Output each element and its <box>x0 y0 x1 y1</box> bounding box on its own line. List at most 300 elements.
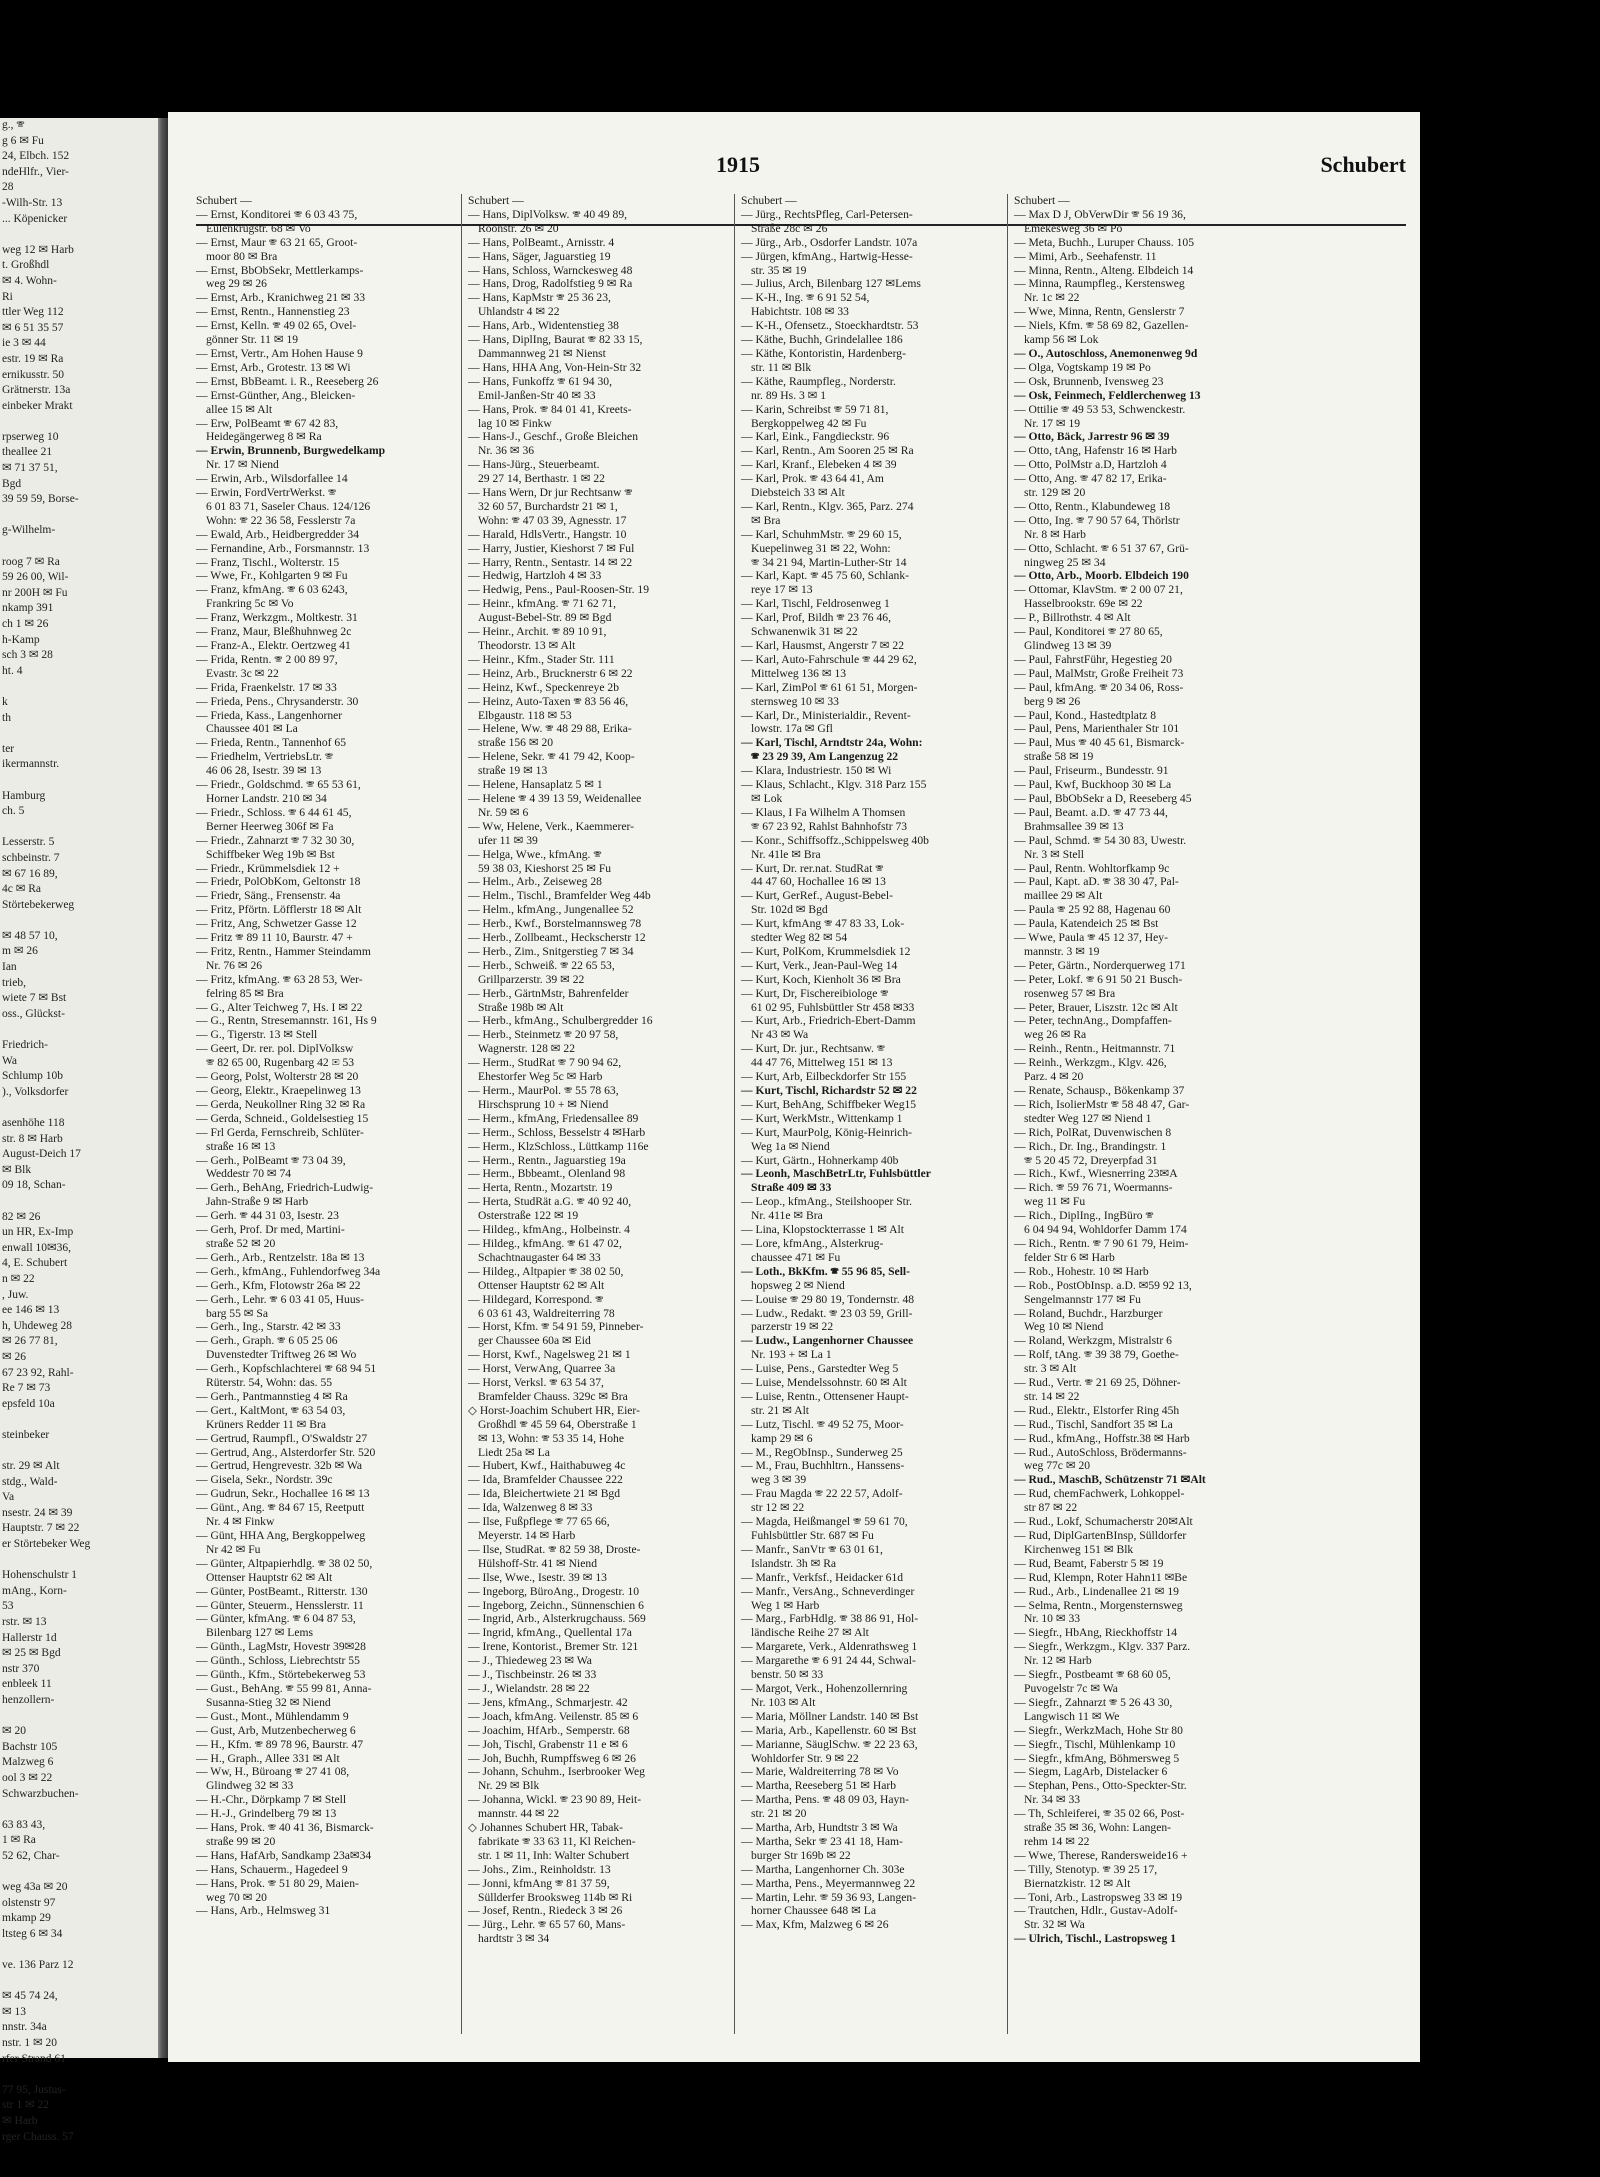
directory-entry: Puvogelstr 7c ✉ Wa <box>1024 1681 1118 1695</box>
directory-entry: nr. 89 Hs. 3 ✉ 1 <box>751 388 827 402</box>
directory-entry: — Siegfr., Werkzgm., Klgv. 337 Parz. <box>1014 1640 1191 1654</box>
column-heading: Schubert — <box>468 194 524 207</box>
directory-entry: — Hans-Jürg., Steuerbeamt. <box>468 458 600 472</box>
directory-entry: — Karl, Kranf., Elebeken 4 ✉ 39 <box>741 458 897 472</box>
directory-entry: — J., Tischbeinstr. 26 ✉ 33 <box>468 1668 597 1682</box>
fragment-line: August-Deich 17 <box>2 1148 81 1161</box>
directory-entry: — Günt., Ang. 🕾 84 67 15, Reetputt <box>196 1501 365 1515</box>
fragment-line: ✉ 45 74 24, <box>2 1990 58 2003</box>
fragment-line: henzollern- <box>2 1693 55 1706</box>
directory-entry: Osterstraße 122 ✉ 19 <box>478 1209 579 1223</box>
directory-entry: — Rud., Elektr., Elstorfer Ring 45h <box>1014 1403 1180 1417</box>
directory-entry: — Gudrun, Sekr., Hochallee 16 ✉ 13 <box>196 1487 370 1501</box>
directory-entry: — Helene 🕾 4 39 13 59, Weidenallee <box>468 791 642 805</box>
fragment-line: Hohenschulstr 1 <box>2 1569 78 1582</box>
directory-entry: str. 21 ✉ Alt <box>751 1403 810 1417</box>
directory-entry: Nr. 4 ✉ Finkw <box>206 1515 275 1529</box>
directory-entry: — Manfr., Verkfsf., Heidacker 61d <box>741 1570 904 1584</box>
directory-entry: straße 16 ✉ 13 <box>206 1139 276 1153</box>
directory-entry: — Herb., Schweiß. 🕾 22 65 53, <box>468 958 615 972</box>
directory-entry: — Hans, Prok. 🕾 40 41 36, Bismarck- <box>196 1821 374 1835</box>
fragment-line: Ri <box>2 290 13 303</box>
directory-entry: — Luise, Rentn., Ottensener Haupt- <box>741 1389 909 1403</box>
directory-entry: 6 01 83 71, Saseler Chaus. 124/126 <box>206 499 371 513</box>
directory-entry: — Paula, Katendeich 25 ✉ Bst <box>1014 917 1159 931</box>
directory-entry: — Rud., MaschB, Schützenstr 71 ✉Alt <box>1014 1473 1206 1487</box>
directory-entry: — Siegfr., WerkzMach, Hohe Str 80 <box>1014 1723 1183 1737</box>
directory-entry: — Helm., Arb., Zeiseweg 28 <box>468 875 602 889</box>
fragment-line: g-Wilhelm- <box>2 524 56 537</box>
directory-entry: weg 70 ✉ 20 <box>206 1890 267 1904</box>
fragment-line: str. 8 ✉ Harb <box>2 1132 63 1145</box>
directory-entry: — Günt, HHA Ang, Bergkoppelweg <box>196 1529 366 1542</box>
fragment-line: ltsteg 6 ✉ 34 <box>2 1927 63 1940</box>
fragment-line: ee 146 ✉ 13 <box>2 1304 60 1317</box>
directory-entry: — Margot, Verk., Hohenzollernring <box>741 1681 908 1695</box>
directory-entry: Duvenstedter Triftweg 26 ✉ Wo <box>206 1348 357 1362</box>
fragment-line: g 6 ✉ Fu <box>2 134 44 147</box>
directory-entry: mannstr. 3 ✉ 19 <box>1024 944 1100 958</box>
directory-entry: — Peter, technAng., Dompfaffen- <box>1014 1014 1172 1028</box>
directory-entry: — Frieda, Pens., Chrysanderstr. 30 <box>196 694 359 708</box>
directory-entry: — Herm., Schloss, Besselstr 4 ✉Harb <box>468 1125 646 1139</box>
fragment-line: schbeinstr. 7 <box>2 851 60 864</box>
directory-entry: Straße 198b ✉ Alt <box>478 1000 564 1014</box>
directory-entry: Nr. 103 ✉ Alt <box>751 1695 816 1709</box>
fragment-line: k <box>2 695 8 708</box>
directory-entry: 🕾 34 21 94, Martin-Luther-Str 14 <box>751 555 907 569</box>
directory-entry: Glindweg 13 ✉ 39 <box>1024 639 1112 652</box>
directory-entry: — Rud, DiplGartenBInsp, Sülldorfer <box>1014 1529 1187 1542</box>
directory-entry: — Minna, Rentn., Alteng. Elbdeich 14 <box>1014 263 1194 277</box>
directory-entry: — Martha, Arb, Hundtstr 3 ✉ Wa <box>741 1821 898 1835</box>
fragment-line: m ✉ 26 <box>2 945 38 958</box>
directory-entry: Nr 43 ✉ Wa <box>751 1028 809 1042</box>
directory-entry: — Harald, HdlsVertr., Hangstr. 10 <box>468 527 627 541</box>
directory-entry: — O., Autoschloss, Anemonenweg 9d <box>1014 346 1198 360</box>
directory-entry: — Fritz 🕾 89 11 10, Baurstr. 47 + <box>196 931 353 945</box>
directory-entry: str. 129 ✉ 20 <box>1024 486 1086 500</box>
directory-entry: — Friedr., Goldschmd. 🕾 65 53 61, <box>196 778 361 792</box>
directory-entry: — Karl, Dr., Ministerialdir., Revent- <box>741 708 911 722</box>
directory-entry: Kuepelinweg 31 ✉ 22, Wohn: <box>751 541 891 555</box>
fragment-line: ✉ 20 <box>2 1725 27 1738</box>
directory-entry: — Günth., Kfm., Störtebekerweg 53 <box>196 1668 366 1682</box>
directory-entry: moor 80 ✉ Bra <box>206 249 278 263</box>
fragment-line: oss., Glückst- <box>2 1007 65 1020</box>
directory-entry: Str. 32 ✉ Wa <box>1024 1918 1085 1932</box>
directory-entry: 6 03 61 43, Waldreiterring 78 <box>478 1306 615 1320</box>
directory-entry: — Peter, Lokf. 🕾 6 91 50 21 Busch- <box>1014 972 1183 986</box>
directory-entry: rehm 14 ✉ 22 <box>1024 1834 1090 1848</box>
directory-entry: — J., Thiedeweg 23 ✉ Wa <box>468 1654 592 1668</box>
directory-entry: Rüterstr. 54, Wohn: das. 55 <box>206 1376 333 1390</box>
directory-entry: — Hedwig, Pens., Paul-Roosen-Str. 19 <box>468 583 649 597</box>
directory-entry: — Minna, Raumpfleg., Kerstensweg <box>1014 277 1185 291</box>
column-divider <box>1007 194 1008 2034</box>
directory-entry: 59 38 03, Kieshorst 25 ✉ Fu <box>478 861 612 875</box>
directory-entry: — Otto, Schlacht. 🕾 6 51 37 67, Grü- <box>1014 541 1189 555</box>
directory-entry: — Gerh., BehAng, Friedrich-Ludwig- <box>196 1181 374 1195</box>
directory-entry: — Heinr., kfmAng. 🕾 71 62 71, <box>468 597 617 611</box>
directory-entry: str 12 ✉ 22 <box>751 1501 805 1515</box>
fragment-line <box>0 820 158 836</box>
fragment-line: asenhöhe 118 <box>2 1117 65 1129</box>
directory-entry: Brahmsallee 39 ✉ 13 <box>1024 819 1124 833</box>
directory-entry: Nr. 3 ✉ Stell <box>1024 847 1084 861</box>
directory-entry: — Gerda, Schneid., Goldelsestieg 15 <box>196 1111 369 1125</box>
fragment-line: olstenstr 97 <box>2 1896 56 1909</box>
directory-entry: Horner Landstr. 210 ✉ 34 <box>206 791 327 805</box>
fragment-line: Bachstr 105 <box>2 1740 58 1753</box>
directory-entry: — Rud., AutoSchloss, Brödermanns- <box>1014 1445 1187 1459</box>
fragment-line <box>0 1865 158 1881</box>
directory-entry: — Tilly, Stenotyp. 🕾 39 25 17, <box>1014 1862 1158 1876</box>
directory-entry: ger Chaussee 60a ✉ Eid <box>478 1334 591 1348</box>
directory-entry: Nr. 59 ✉ 6 <box>478 805 529 819</box>
directory-entry: lag 10 ✉ Finkw <box>478 416 552 430</box>
directory-entry: — Ww, Helene, Verk., Kaemmerer- <box>468 819 634 833</box>
directory-entry: — Kurt, MaurPolg, König-Heinrich- <box>741 1125 912 1139</box>
fragment-line: 77 95, Justus- <box>2 2083 66 2096</box>
fragment-line: Hamburg <box>2 789 46 802</box>
directory-entry: — K-H., Ofensetz., Stoeckhardtstr. 53 <box>741 319 919 333</box>
directory-entry: Nr. 1c ✉ 22 <box>1024 291 1080 305</box>
fragment-line: 53 <box>2 1600 14 1613</box>
directory-entry: — Frieda, Kass., Langenhorner <box>196 708 343 722</box>
directory-entry: — Kurt, Dr. rer.nat. StudRat 🕾 <box>741 861 884 875</box>
directory-entry: weg 11 ✉ Fu <box>1024 1195 1086 1209</box>
directory-entry: — Paul, Beamt. a.D. 🕾 47 73 44, <box>1014 805 1168 819</box>
directory-entry: — Marg., FarbHdlg. 🕾 38 86 91, Hol- <box>741 1612 919 1626</box>
directory-entry: — Ernst, Vertr., Am Hohen Hause 9 <box>196 346 363 360</box>
fragment-line: ✉ 6 51 35 57 <box>2 321 64 334</box>
directory-entry: Kirchenweg 151 ✉ Blk <box>1024 1542 1134 1556</box>
directory-entry: — Karl, Tischl, Feldrosenweg 1 <box>741 597 890 611</box>
directory-entry: reye 17 ✉ 13 <box>751 583 813 597</box>
directory-entry: straße 19 ✉ 13 <box>478 764 548 778</box>
directory-entry: str. 3 ✉ Alt <box>1024 1362 1077 1376</box>
directory-entry: — Karl, Prok. 🕾 43 64 41, Am <box>741 472 884 486</box>
directory-entry: weg 77c ✉ 20 <box>1024 1459 1091 1473</box>
directory-entry: Nr. 17 ✉ 19 <box>1024 416 1081 430</box>
directory-entry: — Heinz, Kwf., Speckenreye 2b <box>468 680 619 694</box>
directory-entry: — Siegfr., Postbeamt 🕾 68 60 05, <box>1014 1668 1171 1682</box>
directory-entry: — Jürgen, kfmAng., Hartwig-Hesse- <box>741 249 913 263</box>
fragment-line: ikermannstr. <box>2 758 60 771</box>
directory-entry: 32 60 57, Burchardstr 21 ✉ 1, <box>478 499 618 513</box>
column-divider <box>461 194 462 2034</box>
directory-entry: — Siegfr., Tischl, Mühlenkamp 10 <box>1014 1737 1176 1751</box>
directory-entry: Schwanenwik 31 ✉ 22 <box>751 625 858 639</box>
directory-entry: Wagnerstr. 128 ✉ 22 <box>478 1042 576 1056</box>
directory-entry: rosenweg 57 ✉ Bra <box>1024 986 1116 1000</box>
fragment-line: sch 3 ✉ 28 <box>2 649 53 662</box>
directory-entry: — Rob., Hohestr. 10 ✉ Harb <box>1014 1264 1149 1278</box>
fragment-line <box>0 726 158 742</box>
directory-entry: — Herb., Zim., Snitgerstieg 7 ✉ 34 <box>468 944 634 958</box>
directory-entry: — Wwe, Minna, Rentn, Genslerstr 7 <box>1014 305 1185 319</box>
fragment-line: un HR, Ex-Imp <box>2 1226 74 1239</box>
fragment-line: ✉ Blk <box>2 1163 32 1176</box>
directory-entry: — Ilse, Wwe., Isestr. 39 ✉ 13 <box>468 1570 607 1584</box>
directory-entry: — Hans, PolBeamt., Arnisstr. 4 <box>468 235 615 249</box>
directory-entry: — Ernst, Arb., Grotestr. 13 ✉ Wi <box>196 360 351 374</box>
directory-entry: — Roland, Werkzgm, Mistralstr 6 <box>1014 1334 1172 1348</box>
column-heading: Schubert — <box>196 194 252 207</box>
directory-entry: — Ludw., Redakt. 🕾 23 03 59, Grill- <box>741 1306 913 1320</box>
fragment-line: Malzweg 6 <box>2 1756 54 1769</box>
fragment-line: h-Kamp <box>2 633 40 646</box>
directory-entry: Elbgaustr. 118 ✉ 53 <box>478 708 572 722</box>
fragment-line: Schlump 10b <box>2 1070 64 1083</box>
directory-entry: ✉ Lok <box>751 791 783 805</box>
fragment-line: ter <box>2 742 15 755</box>
directory-entry: Krüners Redder 11 ✉ Bra <box>206 1417 327 1431</box>
directory-entry: — Georg, Polst, Wolterstr 28 ✉ 20 <box>196 1070 359 1084</box>
directory-entry: — Jonni, kfmAng 🕾 81 37 59, <box>468 1876 610 1890</box>
directory-entry: Bilenbarg 127 ✉ Lems <box>206 1626 314 1640</box>
fragment-line: mAng., Korn- <box>2 1584 67 1597</box>
directory-entry: — Gerh., Graph. 🕾 6 05 25 06 <box>196 1334 338 1348</box>
fragment-line: )., Volksdorfer <box>2 1085 69 1098</box>
directory-entry: — Gisela, Sekr., Nordstr. 39c <box>196 1473 333 1487</box>
fragment-line: ✉ 26 77 81, <box>2 1335 58 1348</box>
directory-entry: — Mimi, Arb., Seehafenstr. 11 <box>1014 249 1157 263</box>
fragment-line: theallee 21 <box>2 446 53 459</box>
directory-entry: — Günter, kfmAng. 🕾 6 04 87 53, <box>196 1612 356 1626</box>
page-header <box>168 152 1420 186</box>
directory-entry: Eulenkrugstr. 68 ✉ Vo <box>206 221 311 235</box>
directory-entry: — Hans, HafArb, Sandkamp 23a✉34 <box>196 1848 372 1862</box>
directory-entry: Heidegängerweg 8 ✉ Ra <box>206 430 322 444</box>
directory-entry: Chaussee 401 ✉ La <box>206 722 298 736</box>
directory-entry: — Otto, Ang. 🕾 47 82 17, Erika- <box>1014 472 1167 486</box>
fragment-line: Lesserstr. 5 <box>2 836 55 849</box>
directory-entry: — Hans, HHA Ang, Von-Hein-Str 32 <box>468 360 642 374</box>
directory-entry: Weddestr 70 ✉ 74 <box>206 1167 292 1181</box>
directory-entry: — Paul, kfmAng. 🕾 20 34 06, Ross- <box>1014 680 1184 694</box>
directory-entry: 🕾 82 65 00, Rugenbarg 42 ✉ 53 <box>206 1056 355 1070</box>
directory-entry: Parz. 4 ✉ 20 <box>1024 1070 1084 1084</box>
directory-entry: — Franz-A., Elektr. Oertzweg 41 <box>196 639 351 652</box>
directory-entry: — Lina, Klopstockterrasse 1 ✉ Alt <box>741 1223 904 1237</box>
directory-entry: — Gerh, Prof. Dr med, Martini- <box>196 1223 345 1237</box>
directory-entry: — Joh, Buchh, Rumpffsweg 6 ✉ 26 <box>468 1751 636 1765</box>
directory-entry: — Kurt, BehAng, Schiffbeker Weg15 <box>741 1097 917 1111</box>
directory-entry: — Karin, Schreibst 🕾 59 71 81, <box>741 402 889 416</box>
directory-entry: — Ulrich, Tischl., Lastropsweg 1 <box>1014 1932 1177 1946</box>
directory-entry: sternsweg 10 ✉ 33 <box>751 694 839 708</box>
directory-entry: — Margarete, Verk., Aldenrathsweg 1 <box>741 1640 918 1654</box>
directory-entry: hardtstr 3 ✉ 34 <box>478 1932 550 1946</box>
directory-entry: — Johs., Zim., Reinholdstr. 13 <box>468 1862 611 1876</box>
fragment-line <box>0 414 158 430</box>
fragment-line: stdg., Wald- <box>2 1475 58 1488</box>
directory-entry: felring 85 ✉ Bra <box>206 986 284 1000</box>
directory-entry: — Johanna, Wickl. 🕾 23 90 89, Heit- <box>468 1793 642 1807</box>
directory-entry: — Gertrud, Raumpfl., O'Swaldstr 27 <box>196 1431 368 1445</box>
directory-entry: 🕾 23 29 39, Am Langenzug 22 <box>751 750 899 764</box>
directory-entry: — M., RegObInsp., Sunderweg 25 <box>741 1445 903 1459</box>
directory-entry: — Helene, Hansaplatz 5 ✉ 1 <box>468 778 603 792</box>
directory-entry: straße 99 ✉ 20 <box>206 1834 276 1848</box>
directory-entry: — Käthe, Raumpfleg., Norderstr. <box>741 374 896 388</box>
directory-entry: — Maria, Arb., Kapellenstr. 60 ✉ Bst <box>741 1723 917 1737</box>
directory-entry: Emil-Janßen-Str 40 ✉ 33 <box>478 388 596 402</box>
directory-entry: — Rich., Dr. Ing., Brandingstr. 1 <box>1014 1139 1167 1153</box>
directory-entry: — Siegfr., HbAng, Rieckhoffstr 14 <box>1014 1626 1178 1640</box>
fragment-line: einbeker Mrakt <box>2 399 73 412</box>
directory-entry: — Herm., kfmAng, Friedensallee 89 <box>468 1111 639 1125</box>
directory-entry: — Geert, Dr. rer. pol. DiplVolksw <box>196 1042 354 1056</box>
directory-entry: — Magda, Heißmangel 🕾 59 61 70, <box>741 1515 908 1529</box>
directory-entry: — Fritz, Pförtn. Löfflerstr 18 ✉ Alt <box>196 903 362 917</box>
directory-entry: — Gerda, Neukollner Ring 32 ✉ Ra <box>196 1097 366 1111</box>
directory-entry: — Herta, StudRät a.G. 🕾 40 92 40, <box>468 1195 632 1209</box>
directory-entry: — Rich., Kwf., Wiesnerring 23✉A <box>1014 1167 1178 1181</box>
fragment-line <box>0 1100 158 1116</box>
directory-entry: — Martha, Pens. 🕾 48 09 03, Hayn- <box>741 1793 910 1807</box>
fragment-line <box>0 1802 158 1818</box>
fragment-line: 4, E. Schubert <box>2 1257 68 1270</box>
directory-entry: Biernatzkistr. 12 ✉ Alt <box>1024 1876 1131 1890</box>
directory-entry: — Peter, Gärtn., Norderquerweg 171 <box>1014 958 1186 972</box>
directory-entry: — Paul, BbObSekr a D, Reeseberg 45 <box>1014 791 1192 805</box>
directory-entry: — Siegfr., Zahnarzt 🕾 5 26 43 30, <box>1014 1695 1173 1709</box>
directory-entry: — Martha, Reeseberg 51 ✉ Harb <box>741 1779 897 1793</box>
directory-entry: — Heinr., Kfm., Stader Str. 111 <box>468 652 615 666</box>
directory-entry: — Karl, SchuhmMstr. 🕾 29 60 15, <box>741 527 902 541</box>
directory-entry: ländische Reihe 27 ✉ Alt <box>751 1626 869 1640</box>
directory-entry: Hülshoff-Str. 41 ✉ Niend <box>478 1556 597 1570</box>
directory-entry: — Kurt, kfmAng 🕾 47 83 33, Lok- <box>741 917 905 931</box>
directory-entry: — Günter, Altpapierhdlg. 🕾 38 02 50, <box>196 1556 373 1570</box>
directory-entry: fabrikate 🕾 33 63 11, Kl Reichen- <box>478 1834 636 1848</box>
directory-entry: straße 35 ✉ 36, Wohn: Langen- <box>1024 1821 1172 1835</box>
directory-entry: — Leonh, MaschBetrLtr, Fuhlsbüttler <box>741 1167 931 1181</box>
directory-entry: — Roland, Buchdr., Harzburger <box>1014 1306 1163 1320</box>
directory-entry: — Paul, Friseurm., Bundesstr. 91 <box>1014 764 1169 778</box>
directory-entry: — Renate, Schausp., Bökenkamp 37 <box>1014 1084 1185 1097</box>
directory-entry: Hirschsprung 10 + ✉ Niend <box>478 1097 609 1111</box>
directory-entry: — Hans, Prok. 🕾 51 80 29, Maien- <box>196 1876 359 1890</box>
directory-entry: — Peter, Brauer, Liszstr. 12c ✉ Alt <box>1014 1000 1178 1014</box>
directory-entry: Berner Heerweg 306f ✉ Fa <box>206 819 334 833</box>
directory-entry: — Helga, Wwe., kfmAng. 🕾 <box>468 847 602 861</box>
fragment-line: rstr. ✉ 13 <box>2 1616 47 1628</box>
fragment-line <box>0 1443 158 1459</box>
directory-entry: Nr. 10 ✉ 33 <box>1024 1612 1081 1626</box>
fragment-line: enbleek 11 <box>2 1678 52 1691</box>
directory-entry: — Reinh., Rentn., Heitmannstr. 71 <box>1014 1042 1176 1056</box>
directory-entry: stedter Weg 127 ✉ Niend 1 <box>1024 1111 1152 1125</box>
directory-entry: — Paul, Kwf, Buckhoop 30 ✉ La <box>1014 778 1172 792</box>
directory-entry: — Heinr., Archit. 🕾 89 10 91, <box>468 625 607 639</box>
directory-entry: — Herb., GärtnMstr, Bahrenfelder <box>468 986 629 1000</box>
directory-entry: — Herm., Rentn., Jaguarstieg 19a <box>468 1153 626 1167</box>
directory-entry: — Rolf, tAng. 🕾 39 38 79, Goethe- <box>1014 1348 1179 1362</box>
fragment-line <box>0 227 158 243</box>
directory-entry: — Julius, Arch, Bilenbarg 127 ✉Lems <box>741 277 921 291</box>
directory-entry: — Horst, VerwAng, Quarree 3a <box>468 1362 616 1376</box>
directory-entry: — Frau Magda 🕾 22 22 57, Adolf- <box>741 1487 903 1501</box>
directory-entry: 🕾 67 23 92, Rahlst Bahnhofstr 73 <box>751 819 908 833</box>
directory-entry: — Horst, Verksl. 🕾 63 54 37, <box>468 1376 604 1390</box>
directory-entry: — Käthe, Buchh, Grindelallee 186 <box>741 333 903 347</box>
directory-entry: — Karl, ZimPol 🕾 61 61 51, Morgen- <box>741 680 918 694</box>
fragment-line: Bgd <box>2 477 22 490</box>
directory-entry: — Gerh., Ing., Starstr. 42 ✉ 33 <box>196 1320 341 1334</box>
directory-entry: — Friedr., Zahnarzt 🕾 7 32 30 30, <box>196 833 355 847</box>
directory-entry: — Ww, H., Büroang 🕾 27 41 08, <box>196 1765 350 1779</box>
directory-page <box>168 112 1420 2062</box>
fragment-line <box>0 1942 158 1958</box>
directory-entry: hopsweg 2 ✉ Niend <box>751 1278 845 1292</box>
directory-entry: barg 55 ✉ Sa <box>206 1306 268 1320</box>
directory-entry: — Rich, PolRat, Duvenwischen 8 <box>1014 1125 1172 1139</box>
directory-entry: 44 47 76, Mittelweg 151 ✉ 13 <box>751 1056 893 1070</box>
directory-entry: — Franz, kfmAng. 🕾 6 03 6243, <box>196 583 348 597</box>
directory-entry: weg 3 ✉ 39 <box>751 1473 807 1487</box>
fragment-line <box>0 539 158 555</box>
directory-entry: — H.-Chr., Dörpkamp 7 ✉ Stell <box>196 1793 347 1807</box>
directory-entry: — Rud, chemFachwerk, Lohkoppel- <box>1014 1487 1185 1501</box>
directory-entry: mannstr. 44 ✉ 22 <box>478 1807 560 1821</box>
directory-entry: — Friedr, PolObKom, Geltonstr 18 <box>196 875 361 889</box>
directory-entry: Emekesweg 36 ✉ Po <box>1024 221 1123 235</box>
directory-entry: — Joachim, HfArb., Semperstr. 68 <box>468 1723 630 1737</box>
directory-entry: — Rich. 🕾 59 76 71, Woermanns- <box>1014 1181 1173 1195</box>
directory-entry: — Kurt, WerkMstr., Wittenkamp 1 <box>741 1111 903 1125</box>
fragment-line: nstr 370 <box>2 1662 40 1675</box>
directory-entry: Hasselbrookstr. 69e ✉ 22 <box>1024 597 1143 611</box>
directory-entry: — Ilse, StudRat. 🕾 82 59 38, Droste- <box>468 1542 641 1556</box>
directory-entry: — Otto, Arb., Moorb. Elbdeich 190 <box>1014 569 1189 583</box>
book-gutter <box>158 118 168 2058</box>
fragment-line: str 1 ✉ 22 <box>2 2099 50 2112</box>
directory-entry: — Karl, Tischl, Arndtstr 24a, Wohn: <box>741 736 923 750</box>
directory-entry: — Hubert, Kwf., Haithabuweg 4c <box>468 1459 626 1473</box>
directory-entry: — Rud., Vertr. 🕾 21 69 25, Döhner- <box>1014 1376 1181 1390</box>
directory-entry: — Rud., Tischl, Sandfort 35 ✉ La <box>1014 1417 1173 1431</box>
fragment-line: ✉ 25 ✉ Bgd <box>2 1647 61 1660</box>
directory-entry: — Loth., BkKfm. 🕾 55 96 85, Sell- <box>741 1264 911 1278</box>
directory-entry: — Ewald, Arb., Heidbergredder 34 <box>196 527 360 541</box>
directory-entry: — Hans, Säger, Jaguarstieg 19 <box>468 249 611 263</box>
directory-entry: 🕾 5 20 45 72, Dreyerpfad 31 <box>1024 1153 1158 1167</box>
directory-entry: — Otto, Ing. 🕾 7 90 57 64, Thörlstr <box>1014 513 1180 527</box>
directory-entry: — Jens, kfmAng., Schmarjestr. 42 <box>468 1695 628 1709</box>
directory-entry: — Luise, Pens., Garstedter Weg 5 <box>741 1362 899 1376</box>
fragment-line: epsfeld 10a <box>2 1397 55 1410</box>
directory-entry: — Fritz, Rentn., Hammer Steindamm <box>196 944 371 958</box>
fragment-line: Ian <box>2 961 17 974</box>
directory-entry: — Herb., kfmAng., Schulbergredder 16 <box>468 1014 653 1028</box>
directory-entry: — Reinh., Werkzgm., Klgv. 426, <box>1014 1056 1167 1070</box>
directory-entry: — Frida, Fraenkelstr. 17 ✉ 33 <box>196 680 337 694</box>
directory-entry: — Helm., Tischl., Bramfelder Weg 44b <box>468 889 651 903</box>
directory-entry: — Louise 🕾 29 80 19, Tondernstr. 48 <box>741 1292 915 1306</box>
directory-entry: Ottenser Hauptstr 62 ✉ Alt <box>206 1570 333 1584</box>
fragment-line <box>0 679 158 695</box>
directory-entry: — Ernst-Günther, Ang., Bleicken- <box>196 388 356 402</box>
directory-entry: ufer 11 ✉ 39 <box>478 833 538 847</box>
directory-entry: — Günth., LagMstr, Hovestr 39✉28 <box>196 1640 366 1654</box>
directory-entry: — Osk, Brunnenb, Ivensweg 23 <box>1014 374 1164 388</box>
directory-entry: — Kurt, Tischl, Richardstr 52 ✉ 22 <box>741 1084 917 1097</box>
fragment-line: Va <box>2 1491 15 1504</box>
